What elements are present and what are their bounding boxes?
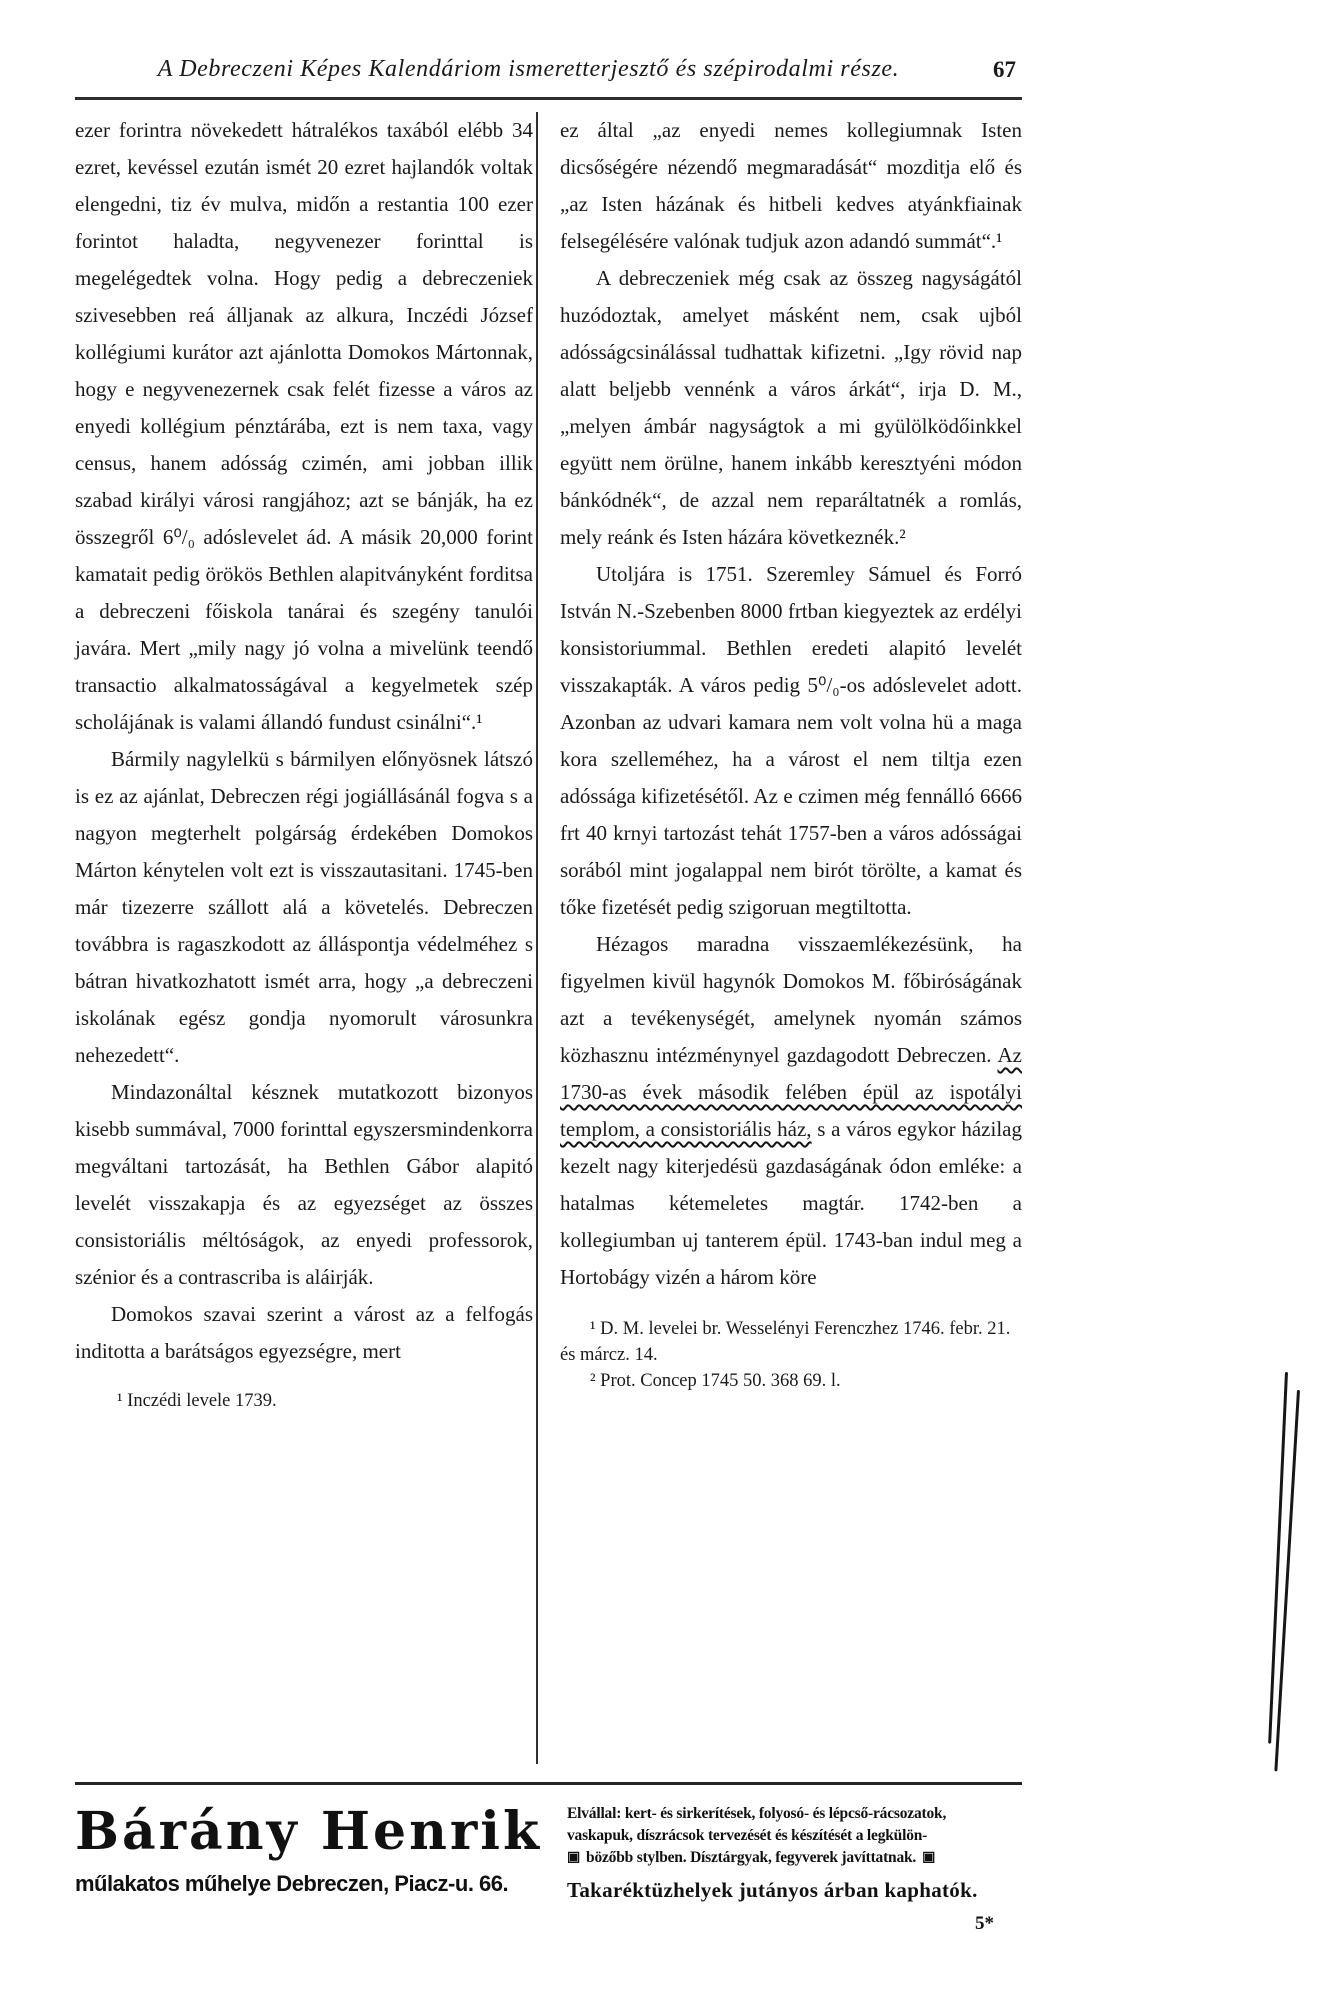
footnote: ¹ Inczédi levele 1739. <box>117 1391 277 1411</box>
page-title: A Debreczeni Képes Kalendáriom ismeretterjesztő és szépirodalmi része. <box>157 56 900 82</box>
paragraph-text: Hézagos maradna visszaemlékezésünk, ha figyelmen kivül hagynók Domokos M. főbiróságának azt a tevékenységét, amelynek nyomán számos közhasznu intézménynyel gazdagodott Debreczen. <box>560 932 1022 1067</box>
page-content <box>75 56 1022 1935</box>
footnote-block <box>560 1316 1022 1394</box>
advert-body <box>555 1803 1022 1935</box>
running-head <box>75 56 1022 100</box>
paragraph: Mindazonáltal késznek mutatkozott bizonyos kisebb summával, 7000 forinttal egyszersmindenkorra megváltani tartozását, ha Bethlen Gábor alapitó levelét visszakapja és az egyezséget az összes consistoriális méltóságok, az enyedi professorok, szénior és a contrascriba is aláirják. <box>75 1080 533 1289</box>
printer-signature: 5* <box>975 1913 994 1934</box>
advert-company-name: Bárány Henrik <box>75 1801 543 1862</box>
paragraph: Bármily nagylelkü s bármilyen előnyösnek látszó is ez az ajánlat, Debreczen régi jogiállásánál fogva s a nagyon megterhelt polgárság érdekében Domokos Márton kénytelen volt ezt is visszautasitani. 1745-ben már tizezerre szállott alá a követelés. Debreczen továbbra is ragaszkodott az álláspontja védelméhez s bátran hivatkozhatott ismét arra, hogy „a debreczeni iskolának egész gondja nyomorult városunkra nehezedett“. <box>75 747 533 1067</box>
advert-address: műlakatos műhelye Debreczen, Piacz-u. 66. <box>75 1871 509 1896</box>
advert-line: vaskapuk, díszrácsok tervezését és készítését a legkülön- <box>567 1827 928 1844</box>
paragraph: Utoljára is 1751. Szeremley Sámuel és Forró István N.-Szebenben 8000 frtban kiegyeztek az erdélyi konsistoriummal. Bethlen eredeti alapitó levelét visszakapták. A város pedig 5⁰/₀-os adóslevelet adott. Azonban az udvari kamara nem volt volna hü a maga kora szelleméhez, ha a várost el nem tiltja ezen adóssága kifizetésétől. Az e czimen még fennálló 6666 frt 40 krnyi tartozást tehát 1757-ben a város adósságai sorából mint jogalappal nem birót törölte, a kamat és tőke fizetését pedig szigoruan megtiltotta. <box>560 562 1022 919</box>
paragraph: Domokos szavai szerint a várost az a felfogás inditotta a barátságos egyezségre, mert <box>75 1302 533 1363</box>
ornament-box-icon: ▣ <box>922 1850 936 1865</box>
advert-line <box>567 1847 1022 1870</box>
footnote: ¹ D. M. levelei br. Wesselényi Ferenczhez 1746. febr. 21. és márcz. 14. <box>560 1319 1011 1365</box>
text-columns <box>75 112 1022 1764</box>
right-column <box>538 112 1022 1764</box>
advertisement <box>75 1782 1022 1935</box>
paragraph <box>560 926 1022 1296</box>
paragraph: A debreczeniek még csak az összeg nagyságától huzódoztak, amelyet másként nem, csak ujból adósságcsinálással tudhattak kifizetni. „Igy rövid nap alatt beljebb vennénk a város árkát“, irja D. M., „melyen ámbár nagyságtok a mi gyülölködőinkkel együtt nem örülne, hanem inkább keresztyéni módon bánkódnék“, de azzal nem reparáltatnék a romlás, mely reánk és Isten házára következnék.² <box>560 266 1022 549</box>
advert-identity <box>75 1803 555 1935</box>
paragraph: ez által „az enyedi nemes kollegiumnak Isten dicsőségére nézendő megmaradását“ mozditja elő és „az Isten házának és hitbeli kedves atyánkfiainak felsegélésére valónak tudjuk azon adandó summát“.¹ <box>560 118 1022 253</box>
advert-slogan: Takaréktüzhelyek jutányos árban kaphatók. <box>567 1878 978 1902</box>
advert-line-text: bözőbb stylben. Dísztárgyak, fegyverek javíttatnak. <box>586 1849 917 1866</box>
footnote: ² Prot. Concep 1745 50. 368 69. l. <box>590 1371 841 1391</box>
margin-pen-mark <box>1268 1372 1288 1744</box>
ornament-box-icon: ▣ <box>567 1850 581 1865</box>
advert-line: Elvállal: kert- és sirkerítések, folyosó- és lépcső-rácsozatok, <box>567 1805 947 1822</box>
paragraph: ezer forintra növekedett hátralékos taxából elébb 34 ezret, kevéssel ezután ismét 20 ezret hajlandók voltak elengedni, tiz év mulva, midőn a restantia 100 ezer forintot haladta, negyvenezer forinttal is megelégedtek volna. Hogy pedig a debreczeniek szivesebben reá álljanak az alkura, Inczédi József kollégiumi kurátor azt ajánlotta Domokos Mártonnak, hogy e negyvenezernek csak felét fizesse a város az enyedi kollégium pénztárába, ezt is nem taxa, vagy census, hanem adósság czimén, ami jobban illik szabad királyi városi rangjához; azt se bánják, ha ez összegről 6⁰/₀ adóslevelet ád. A másik 20,000 forint kamatait pedig örökös Bethlen alapitványként forditsa a debreczeni főiskola tanárai és szegény tanulói javára. Mert „mily nagy jó volna a mivelünk teendő transactio alkalmatosságával a kegyelmetek szép scholájának is valami állandó fundust csinálni“.¹ <box>75 118 533 734</box>
paragraph-text: s a város egykor házilag kezelt nagy kiterjedésü gazdaságának ódon emléke: a hatalmas kétemeletes magtár. 1742-ben a kollegiumban uj tanterem épül. 1743-ban indul meg a Hortobágy vizén a három köre <box>560 1117 1022 1289</box>
left-column <box>75 112 533 1764</box>
page-number: 67 <box>993 57 1016 82</box>
hand-underlined-text: Az 1730-as évek második felében épül az ispotályi templom, a consistoriális ház, <box>560 1043 1022 1141</box>
